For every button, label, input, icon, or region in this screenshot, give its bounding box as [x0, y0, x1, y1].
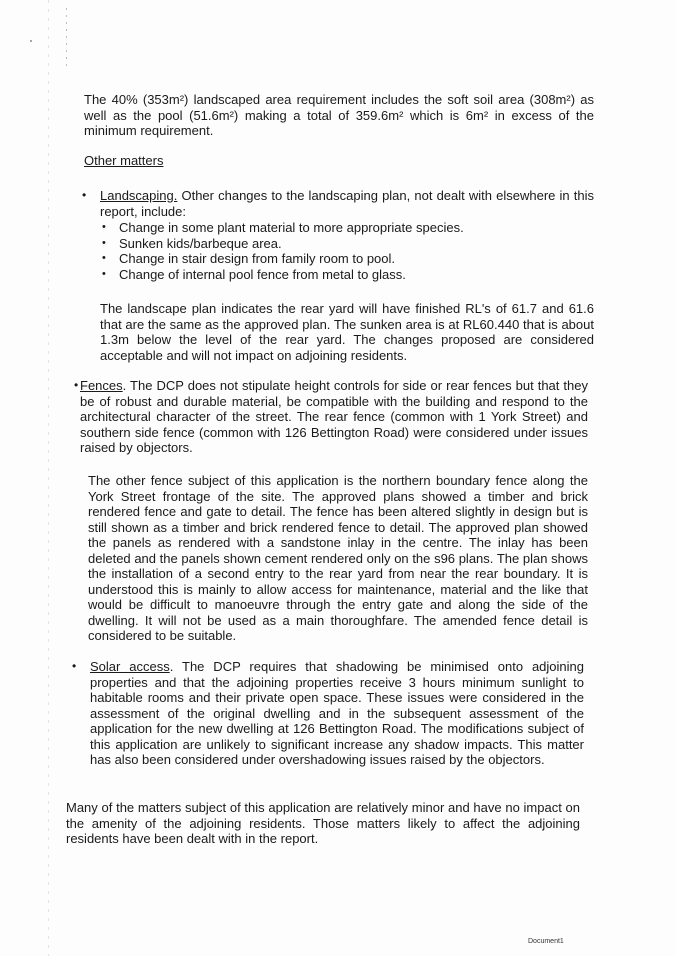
list-item-text: Sunken kids/barbeque area. — [119, 235, 282, 251]
document-footer: Document1 — [528, 938, 564, 945]
list-item-text: Change in some plant material to more appropriate species. — [119, 220, 464, 235]
landscaping-bullet: • — [82, 188, 87, 202]
solar-lead-text: . The DCP requires that shadowing be minimised onto adjoining properties and that the adjoining properties receive 3 hours minimum sunlight to habitable rooms and their private open space. These issues were considered in the assessment of the original dwelling and in the subsequent assessment of the application for the new dwelling at 126 Bettington Road. The modifications subject of this application are unlikely to significant increase any shadow impacts. This matter has also been considered under overshadowing issues raised by the objectors. — [90, 659, 584, 767]
solar-bullet: • — [72, 659, 77, 673]
scan-speck — [30, 40, 32, 42]
list-item — [102, 251, 582, 267]
fences-lead-text: . The DCP does not stipulate height controls for side or rear fences but that they be of robust and durable material, be compatible with the building and respond to the architectural character of the street. The rear fence (common with 1 York Street) and southern side fence (common with 126 Bettington Road) were considered under issues raised by objectors. — [80, 378, 588, 455]
landscaping-changes-list — [102, 220, 582, 282]
fences-title: Fences — [80, 378, 123, 393]
sub-bullet: • — [102, 252, 106, 264]
fences-lead — [80, 378, 588, 456]
other-matters-heading: Other matters — [84, 153, 164, 168]
intro-paragraph: The 40% (353m²) landscaped area requirement includes the soft soil area (308m²) as well as the pool (51.6m²) making a total of 359.6m² which is 6m² in excess of the minimum requirement. — [84, 92, 594, 138]
closing-paragraph: Many of the matters subject of this application are relatively minor and have no impact on the amenity of the adjoining residents. Those matters likely to affect the adjoining residents have been dealt with in the report. — [66, 800, 580, 846]
sub-bullet: • — [102, 267, 106, 280]
solar-access-paragraph — [90, 659, 584, 768]
list-item — [102, 220, 582, 236]
sub-bullet: • — [102, 221, 106, 233]
landscaping-title: Landscaping. — [100, 188, 178, 203]
landscape-plan-paragraph: The landscape plan indicates the rear yard will have finished RL's of 61.7 and 61.6 that are the same as the approved plan. The sunken area is at RL60.440 that is about 1.3m below the level of the rear yard. The changes proposed are considered acceptable and will not impact on adjoining residents. — [100, 301, 594, 363]
solar-title: Solar access — [90, 659, 170, 674]
fences-bullet: • — [74, 378, 79, 392]
scan-top-mark — [66, 8, 67, 68]
landscaping-lead-text: Other changes to the landscaping plan, not dealt with elsewhere in this report, include: — [100, 188, 594, 219]
scan-edge-mark — [48, 0, 49, 956]
list-item-text: Change in stair design from family room to pool. — [119, 251, 396, 266]
sub-bullet: • — [102, 236, 106, 249]
fences-paragraph: The other fence subject of this application is the northern boundary fence along the York Street frontage of the site. The approved plans showed a timber and brick rendered fence and gate to detail. The fence has been altered slightly in design but is still shown as a timber and brick rendered fence to detail. The approved plan showed the panels as rendered with a sandstone inlay in the centre. The inlay has been deleted and the panels shown cement rendered only on the s96 plans. The plan shows the installation of a second entry to the rear yard from near the rear boundary. It is understood this is mainly to allow access for maintenance, material and the like that would be difficult to manoeuvre through the entry gate and along the side of the dwelling. It will not be used as a main thoroughfare. The amended fence detail is considered to be suitable. — [88, 473, 588, 643]
list-item — [102, 236, 582, 252]
list-item-text: Change of internal pool fence from metal to glass. — [119, 266, 406, 282]
landscaping-lead — [100, 188, 594, 219]
list-item — [102, 267, 582, 283]
